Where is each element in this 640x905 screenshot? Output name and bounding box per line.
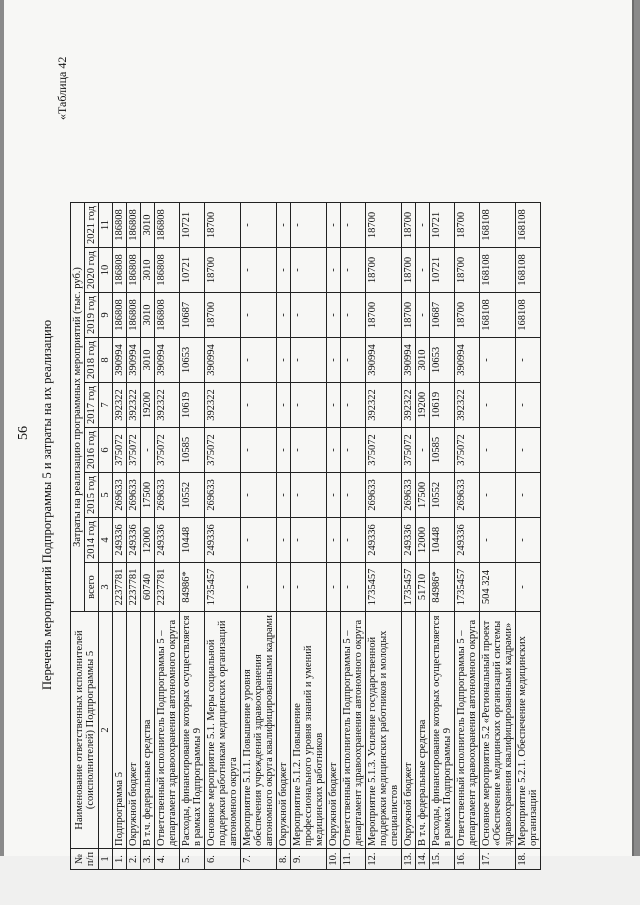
year-cell: 390994 [205,338,241,383]
year-cell: - [277,248,291,293]
year-cell: 392322 [366,383,402,428]
year-cell: 269633 [205,473,241,518]
rotated-page-content [10,0,640,880]
year-cell: 18700 [366,203,402,248]
row-number: 14. [416,849,430,870]
table-row [366,203,402,870]
year-cell: 392322 [455,383,480,428]
table-row [127,203,141,870]
table-row [402,203,416,870]
total-cell: 1735457 [366,563,402,612]
year-cell: 18700 [402,203,416,248]
year-cell: 10721 [430,248,455,293]
year-cell: - [480,473,516,518]
table-label: «Таблица 42 [55,56,69,120]
year-cell: - [241,338,277,383]
year-cell: 10585 [430,428,455,473]
year-cell: 10687 [430,293,455,338]
row-number: 8. [277,849,291,870]
year-cell: 12000 [141,518,155,563]
year-cell: 186808 [155,248,180,293]
year-cell: 18700 [366,293,402,338]
year-cell: 249336 [455,518,480,563]
year-cell: - [291,383,327,428]
year-cell: - [277,383,291,428]
year-cell: - [291,248,327,293]
total-cell: - [291,563,327,612]
total-cell: 2237781 [113,563,127,612]
year-cell: - [341,338,366,383]
year-cell: - [327,383,341,428]
year-cell: 390994 [155,338,180,383]
row-number: 15. [430,849,455,870]
index-cell: 9 [99,293,113,338]
year-cell: 269633 [155,473,180,518]
year-cell: 249336 [366,518,402,563]
year-cell: 186808 [127,293,141,338]
year-cell: 375072 [455,428,480,473]
year-cell: 19200 [141,383,155,428]
total-cell: 84986* [430,563,455,612]
header-year: 2020 год [85,248,99,293]
total-cell: - [327,563,341,612]
year-cell: 3010 [141,338,155,383]
year-cell: - [241,383,277,428]
row-number: 1. [113,849,127,870]
total-cell: - [341,563,366,612]
index-cell: 6 [99,428,113,473]
year-cell: 375072 [127,428,141,473]
year-cell: 18700 [455,203,480,248]
year-cell: 18700 [205,248,241,293]
row-name: Ответственный исполнитель Подпрограммы 5 – департамент здравоохранения автономного округа [455,612,480,849]
year-cell: 269633 [366,473,402,518]
index-cell: 5 [99,473,113,518]
row-name: Расходы, финансирование которых осуществляется в рамках Подпрограммы 9 [430,612,455,849]
year-cell: - [341,428,366,473]
table-row [516,203,541,870]
total-cell: - [241,563,277,612]
year-cell: 392322 [402,383,416,428]
year-cell: 249336 [205,518,241,563]
year-cell: - [341,473,366,518]
row-name: Мероприятие 5.1.2. Повышение профессионального уровня знаний и умений медицинских работников [291,612,327,849]
header-year: 2018 год [85,338,99,383]
row-number: 16. [455,849,480,870]
year-cell: - [241,248,277,293]
total-cell: 2237781 [155,563,180,612]
year-cell: - [516,428,541,473]
total-cell: - [516,563,541,612]
year-cell: 168108 [480,203,516,248]
year-cell: 19200 [416,383,430,428]
row-name: Основное мероприятие 5.2 «Региональный проект «Обеспечение медицинских организаций системы здравоохранения квалифицированными кадрами» [480,612,516,849]
year-cell: 3010 [141,248,155,293]
year-cell: - [516,338,541,383]
row-name: Мероприятие 5.2.1. Обеспечение медицинских организаций [516,612,541,849]
year-cell: 10619 [430,383,455,428]
year-cell: 10653 [430,338,455,383]
table-row [141,203,155,870]
year-cell: 375072 [366,428,402,473]
year-cell: 168108 [516,248,541,293]
index-cell: 3 [99,563,113,612]
year-cell: - [277,338,291,383]
year-cell: 18700 [455,248,480,293]
table-row [455,203,480,870]
year-cell: 249336 [402,518,416,563]
header-year: 2014 год [85,518,99,563]
year-cell: - [291,473,327,518]
year-cell: 390994 [127,338,141,383]
row-name: В т.ч. федеральные средства [416,612,430,849]
row-name: Окружной бюджет [402,612,416,849]
header-total: всего [85,563,99,612]
year-cell: 168108 [516,293,541,338]
year-cell: - [327,338,341,383]
row-name: Основное мероприятие 5.1. Меры социальной поддержки работникам медицинских организаций автономного округа [205,612,241,849]
year-cell: - [327,518,341,563]
total-cell: 504 324 [480,563,516,612]
year-cell: 186808 [127,203,141,248]
year-cell: 10552 [180,473,205,518]
year-cell: - [341,248,366,293]
index-cell: 7 [99,383,113,428]
year-cell: 375072 [113,428,127,473]
year-cell: - [241,293,277,338]
row-name: В т.ч. федеральные средства [141,612,155,849]
year-cell: 10619 [180,383,205,428]
year-cell: - [141,428,155,473]
year-cell: 10552 [430,473,455,518]
year-cell: - [277,293,291,338]
year-cell: - [291,428,327,473]
row-name: Окружной бюджет [277,612,291,849]
year-cell: 392322 [155,383,180,428]
year-cell: - [516,518,541,563]
year-cell: 12000 [416,518,430,563]
row-number: 5. [180,849,205,870]
table-row [277,203,291,870]
row-number: 17. [480,849,516,870]
row-name: Мероприятие 5.1.3. Усиление государственной поддержки медицинских работников и молодых специалистов [366,612,402,849]
year-cell: 390994 [113,338,127,383]
year-cell: - [327,203,341,248]
row-number: 12. [366,849,402,870]
total-cell: 1735457 [455,563,480,612]
year-cell: 186808 [113,248,127,293]
year-cell: 10585 [180,428,205,473]
year-cell: - [480,518,516,563]
year-cell: - [241,428,277,473]
year-cell: - [277,473,291,518]
year-cell: - [516,473,541,518]
year-cell: 249336 [155,518,180,563]
row-number: 7. [241,849,277,870]
row-name: Подпрограмма 5 [113,612,127,849]
year-cell: - [241,473,277,518]
year-cell: 186808 [127,248,141,293]
row-number: 2. [127,849,141,870]
measures-table [70,202,541,870]
total-cell: 51710 [416,563,430,612]
table-row [480,203,516,870]
year-cell: - [480,338,516,383]
row-name: Окружной бюджет [327,612,341,849]
year-cell: 392322 [127,383,141,428]
header-year: 2017 год [85,383,99,428]
table-title: Перечень мероприятий Подпрограммы 5 и затраты на их реализацию [40,319,54,690]
year-cell: 186808 [113,293,127,338]
total-cell: 84986* [180,563,205,612]
year-cell: - [416,203,430,248]
year-cell: - [341,203,366,248]
row-number: 11. [341,849,366,870]
index-cell: 8 [99,338,113,383]
year-cell: 10448 [430,518,455,563]
year-cell: - [327,428,341,473]
year-cell: 18700 [455,293,480,338]
year-cell: - [291,518,327,563]
year-cell: - [277,203,291,248]
year-cell: - [291,203,327,248]
year-cell: 18700 [366,248,402,293]
index-cell: 1 [99,849,113,870]
year-cell: 10721 [180,203,205,248]
header-year: 2016 год [85,428,99,473]
row-number: 10. [327,849,341,870]
column-index-row [99,203,113,870]
total-cell: 2237781 [127,563,141,612]
header-name: Наименование ответственных исполнителей (соисполнителей) Подпрограммы 5 [71,612,99,849]
year-cell: 10687 [180,293,205,338]
year-cell: 17500 [416,473,430,518]
row-number: 4. [155,849,180,870]
row-name: Ответственный исполнитель Подпрограммы 5 – департамент здравоохранения автономного округа [341,612,366,849]
year-cell: 375072 [155,428,180,473]
year-cell: 186808 [155,203,180,248]
header-year: 2015 год [85,473,99,518]
table-row [430,203,455,870]
year-cell: - [416,428,430,473]
year-cell: 392322 [205,383,241,428]
year-cell: 375072 [205,428,241,473]
year-cell: - [480,383,516,428]
year-cell: 269633 [113,473,127,518]
year-cell: 18700 [205,203,241,248]
year-cell: 249336 [127,518,141,563]
table-row [291,203,327,870]
year-cell: 168108 [480,293,516,338]
year-cell: 3010 [416,338,430,383]
table-row [341,203,366,870]
year-cell: 10653 [180,338,205,383]
year-cell: 392322 [113,383,127,428]
year-cell: 390994 [455,338,480,383]
total-cell: - [277,563,291,612]
year-cell: - [341,293,366,338]
header-year: 2021 год [85,203,99,248]
year-cell: - [241,518,277,563]
year-cell: 249336 [113,518,127,563]
year-cell: - [516,383,541,428]
year-cell: 269633 [127,473,141,518]
year-cell: 17500 [141,473,155,518]
year-cell: - [277,518,291,563]
row-number: 9. [291,849,327,870]
index-cell: 11 [99,203,113,248]
year-cell: 18700 [205,293,241,338]
year-cell: 186808 [113,203,127,248]
year-cell: 3010 [141,203,155,248]
total-cell: 1735457 [205,563,241,612]
table-row [113,203,127,870]
year-cell: 10448 [180,518,205,563]
year-cell: 269633 [455,473,480,518]
row-name: Ответственный исполнитель Подпрограммы 5 – департамент здравоохранения автономного округа [155,612,180,849]
year-cell: - [277,428,291,473]
year-cell: 18700 [402,248,416,293]
year-cell: 10721 [430,203,455,248]
year-cell: 168108 [480,248,516,293]
row-name: Расходы, финансирование которых осуществляется в рамках Подпрограммы 9 [180,612,205,849]
header-no: № п/п [71,849,99,870]
index-cell: 4 [99,518,113,563]
year-cell: - [327,473,341,518]
table-row [241,203,277,870]
year-cell: 269633 [402,473,416,518]
index-cell: 2 [99,612,113,849]
year-cell: - [416,248,430,293]
year-cell: - [291,293,327,338]
table-row [155,203,180,870]
year-cell: 375072 [402,428,416,473]
year-cell: - [416,293,430,338]
year-cell: - [341,383,366,428]
year-cell: 3010 [141,293,155,338]
row-name: Окружной бюджет [127,612,141,849]
table-row [327,203,341,870]
year-cell: - [291,338,327,383]
year-cell: - [241,203,277,248]
year-cell: 10721 [180,248,205,293]
row-number: 6. [205,849,241,870]
year-cell: - [327,248,341,293]
header-costs: Затраты на реализацию программных мероприятий (тыс. руб.) [71,203,85,612]
page-number: 56 [16,426,31,440]
year-cell: - [341,518,366,563]
year-cell: 390994 [366,338,402,383]
index-cell: 10 [99,248,113,293]
table-row [205,203,241,870]
total-cell: 1735457 [402,563,416,612]
year-cell: 168108 [516,203,541,248]
year-cell: 186808 [155,293,180,338]
year-cell: - [480,428,516,473]
row-number: 3. [141,849,155,870]
year-cell: - [327,293,341,338]
row-number: 18. [516,849,541,870]
table-row [180,203,205,870]
year-cell: 390994 [402,338,416,383]
row-name: Мероприятие 5.1.1. Повышение уровня обеспечения учреждений здравоохранения автономного округа квалифицированными кадрами [241,612,277,849]
row-number: 13. [402,849,416,870]
year-cell: 18700 [402,293,416,338]
table-row [416,203,430,870]
header-year: 2019 год [85,293,99,338]
total-cell: 60740 [141,563,155,612]
